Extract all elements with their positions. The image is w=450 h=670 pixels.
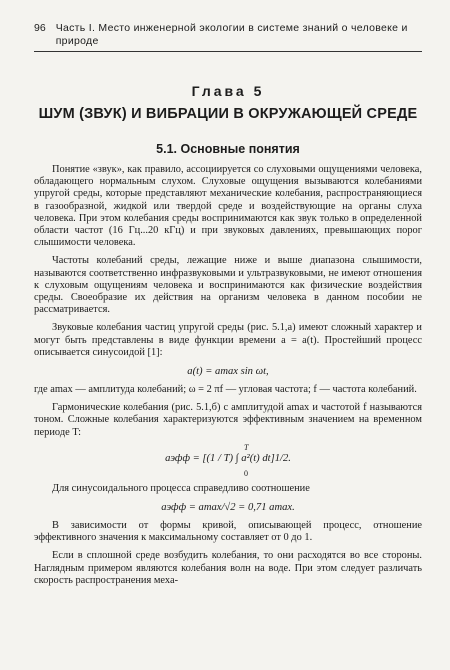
paragraph-3: Звуковые колебания частиц упругой среды (рис. 5.1,а) имеют сложный характер и могут быть представлены в виде функции времени a = a(t). Простейший процесс описывается синусоидой [1]:: [34, 322, 422, 358]
formula-effective-expression: aэфф = [(1 / T) ∫ a²(t) dt]1/2.: [165, 452, 291, 464]
chapter-title: ШУМ (ЗВУК) И ВИБРАЦИИ В ОКРУЖАЮЩЕЙ СРЕДЕ: [38, 106, 418, 122]
paragraph-2: Частоты колебаний среды, лежащие ниже и выше диапазона слышимости, называются соответственно инфразвуковыми и ультразвуковыми, не имеют отношения к слуховым ощущениям человека и воспринимаются как физические воздействия среды. Своеобразие их действия на организм человека в данном пособии не рассматривается.: [34, 255, 422, 316]
paragraph-6: Для синусоидального процесса справедливо соотношение: [52, 482, 310, 494]
formula-sinusoid: a(t) = amax sin ωt,: [187, 366, 269, 378]
page-number: 96: [34, 22, 46, 34]
section-title: 5.1. Основные понятия: [156, 142, 300, 156]
paragraph-4: где amax — амплитуда колебаний; ω = 2 πf — угловая частота; f — частота колебаний.: [34, 384, 417, 396]
chapter-heading: [34, 82, 422, 124]
integral-upper-limit: T: [244, 442, 249, 452]
running-header: [34, 22, 422, 52]
formula-sinusoid-ratio: aэфф = amax/√2 = 0,71 amax.: [161, 502, 295, 514]
paragraph-5: Гармонические колебания (рис. 5.1,б) с амплитудой amax и частотой f называются тоном. Сложные колебания характеризуются эффективным значением на временном периоде T:: [34, 402, 422, 438]
paragraph-1: Понятие «звук», как правило, ассоциируется со слуховыми ощущениями человека, обладающего нормальным слухом. Слуховые ощущения вызываются колебаниями упругой среды, которые представляют механические колебания, распространяющиеся в газообразной, жидкой или твердой среде и воздействующие на органы слуха человека. При этом колебания среды воспринимаются как звук только в определенной области частот (16 Гц...20 кГц) и при звуковых давлениях, превышающих порог слышимости человека.: [34, 164, 422, 249]
running-title: Часть I. Место инженерной экологии в системе знаний о человеке и природе: [55, 22, 408, 47]
chapter-label: Глава 5: [191, 83, 265, 99]
integral-lower-limit: 0: [244, 468, 248, 478]
paragraph-8: Если в сплошной среде возбудить колебания, то они расходятся во все стороны. Наглядным примером являются колебания волн на воде. При этом следует различать скорость распространения меха-: [34, 550, 422, 586]
formula-effective-value: [34, 443, 422, 477]
paragraph-7: В зависимости от формы кривой, описывающей процесс, отношение эффективного значения к максимальному составляет от 0 до 1.: [34, 520, 422, 544]
